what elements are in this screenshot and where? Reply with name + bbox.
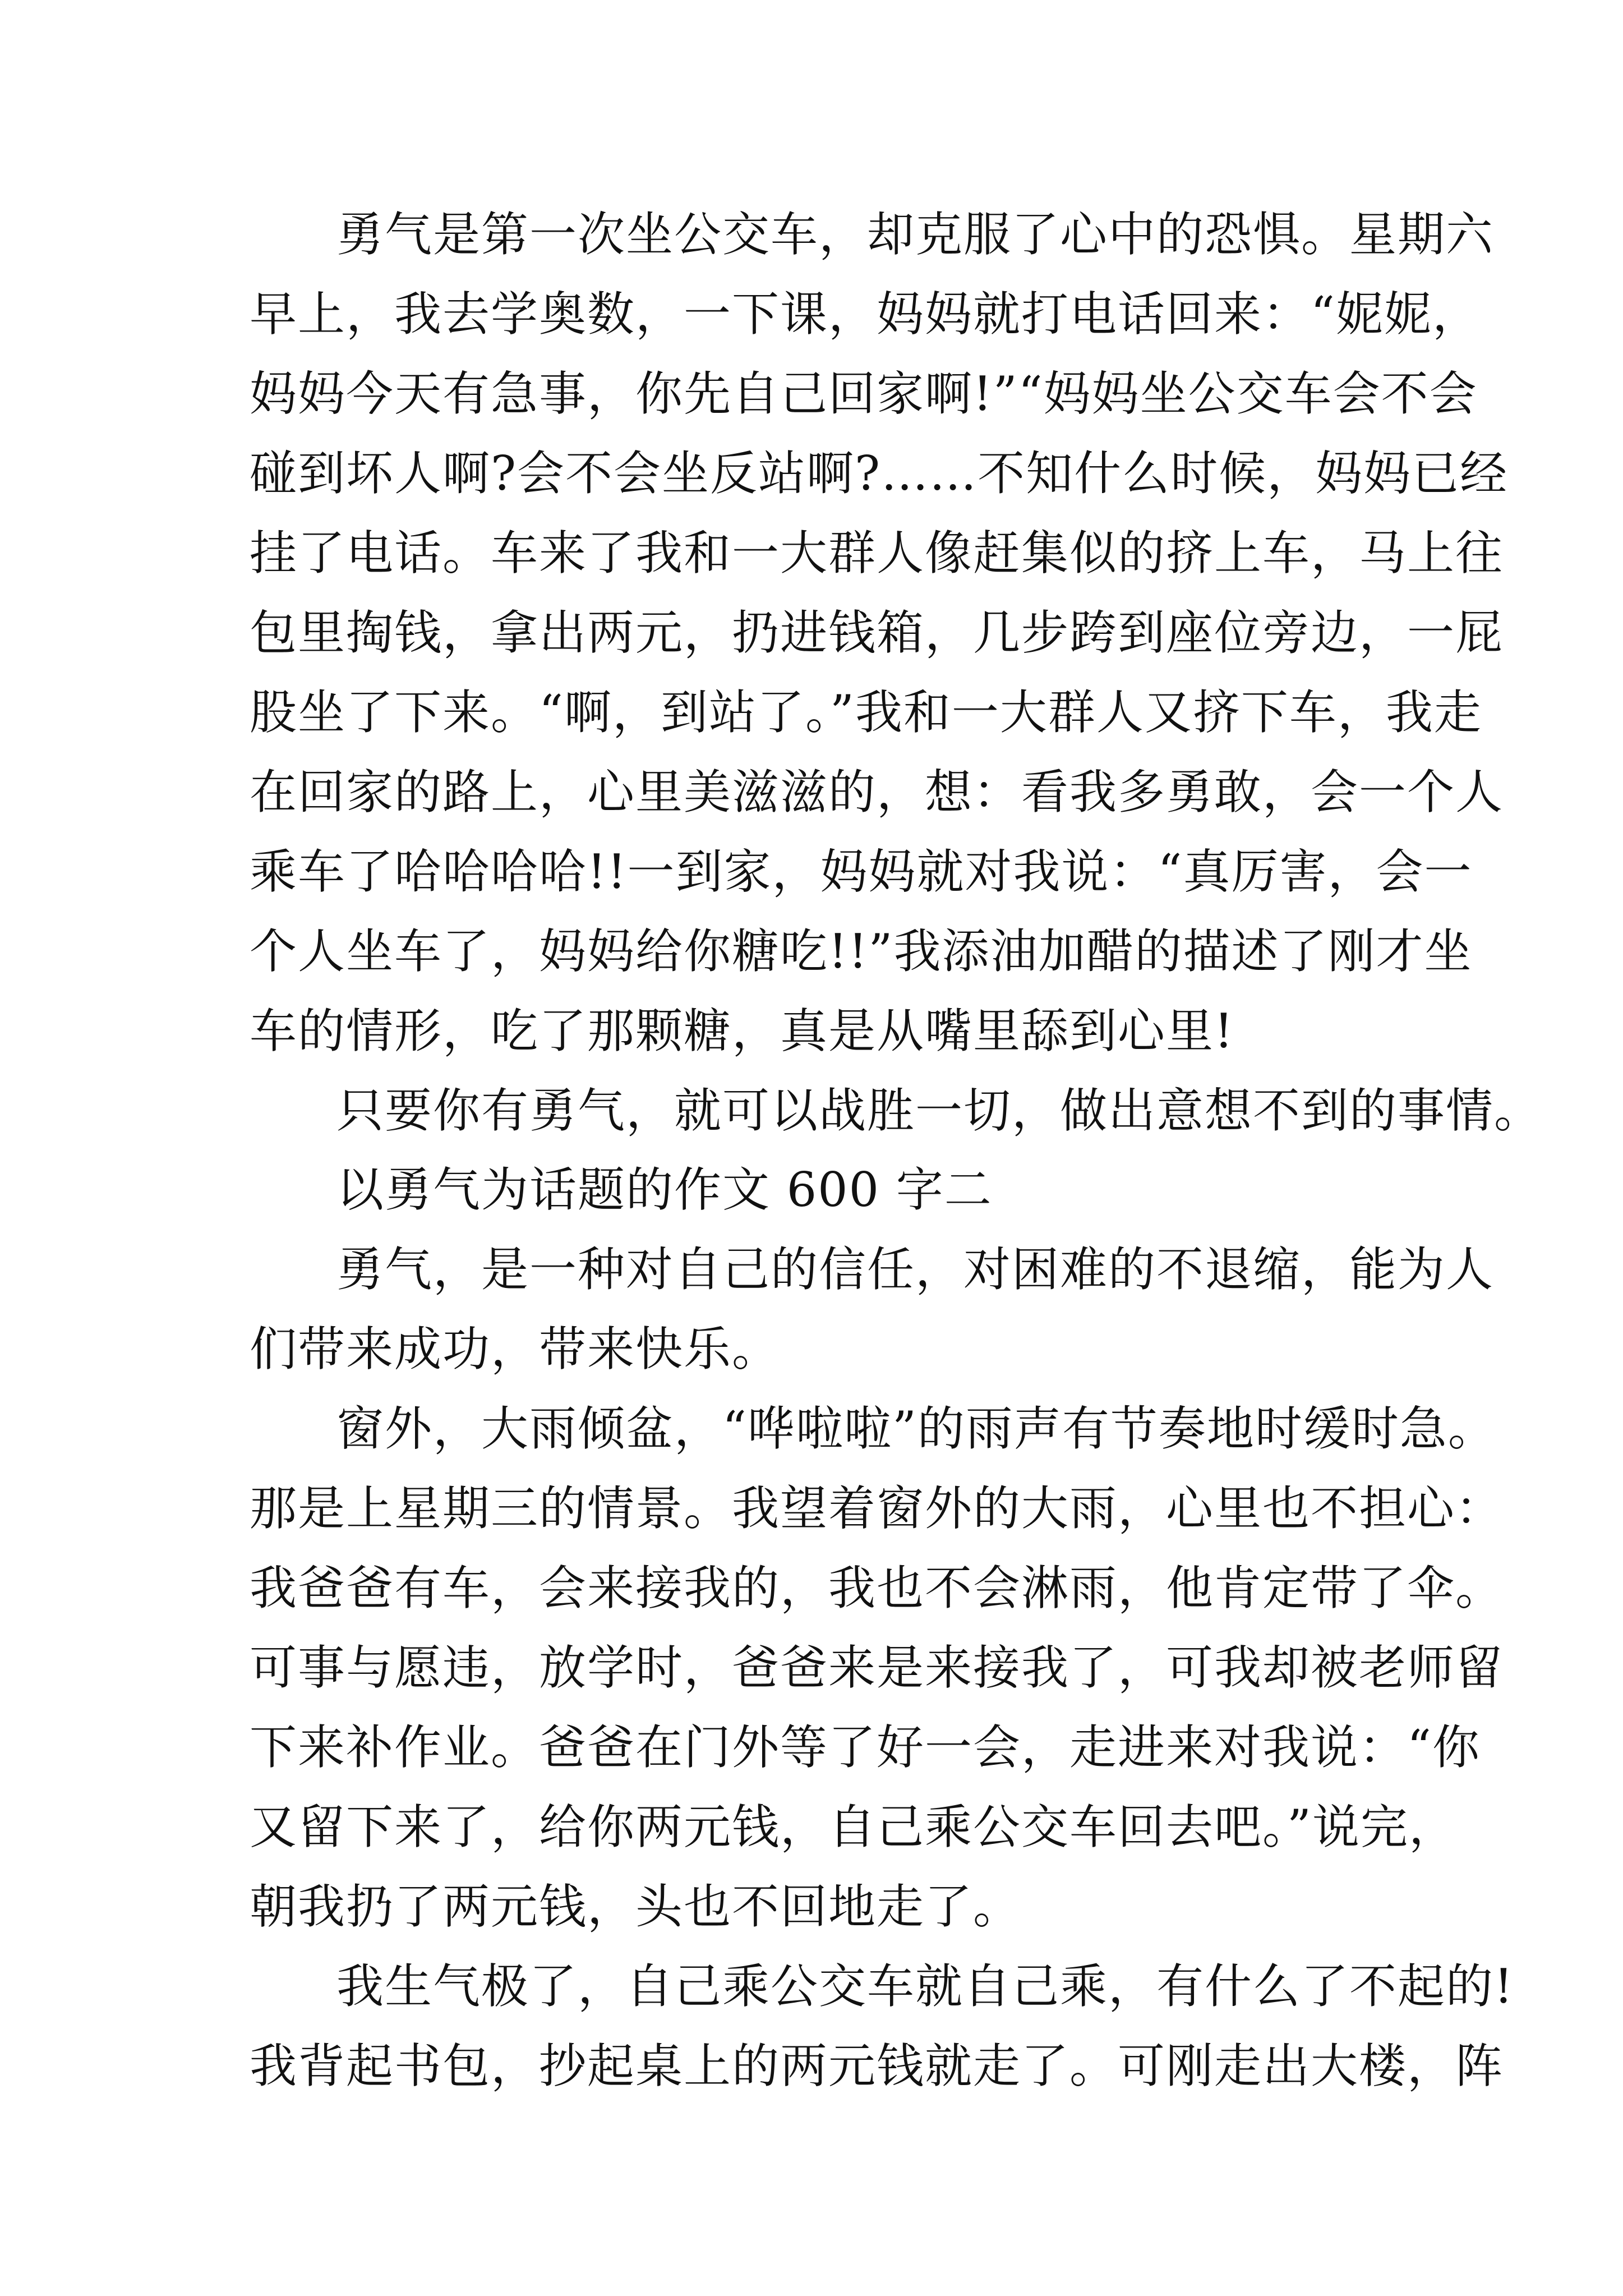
text-line: 那是上星期三的情景。我望着窗外的大雨，心里也不担心： bbox=[250, 1481, 1504, 1536]
text-line: 乘车了哈哈哈哈!!一到家，妈妈就对我说：“真厉害，会一 bbox=[250, 844, 1473, 899]
text-line: 勇气，是一种对自己的信任，对困难的不退缩，能为人 bbox=[336, 1242, 1495, 1297]
text-line: 包里掏钱，拿出两元，扔进钱箱，几步跨到座位旁边，一屁 bbox=[250, 605, 1504, 660]
text-line: 我背起书包，抄起桌上的两元钱就走了。可刚走出大楼，阵 bbox=[250, 2039, 1504, 2093]
text-line: 窗外，大雨倾盆，“哗啦啦”的雨声有节奏地时缓时急。 bbox=[336, 1401, 1496, 1456]
text-line: 挂了电话。车来了我和一大群人像赶集似的挤上车，马上往 bbox=[250, 526, 1504, 581]
text-line: 股坐了下来。“啊，到站了。”我和一大群人又挤下车，我走 bbox=[250, 685, 1482, 740]
text-line: 们带来成功，带来快乐。 bbox=[250, 1322, 781, 1377]
text-line: 个人坐车了，妈妈给你糖吃!!”我添油加醋的描述了刚才坐 bbox=[250, 924, 1473, 979]
text-line: 车的情形，吃了那颗糖，真是从嘴里舔到心里! bbox=[250, 1004, 1234, 1059]
section-heading: 以勇气为话题的作文 600 字二 bbox=[336, 1162, 993, 1217]
text-line: 下来补作业。爸爸在门外等了好一会，走进来对我说：“你 bbox=[250, 1720, 1481, 1775]
text-line: 我生气极了，自己乘公交车就自己乘，有什么了不起的! bbox=[336, 1959, 1514, 2014]
text-line: 碰到坏人啊?会不会坐反站啊?……不知什么时候，妈妈已经 bbox=[250, 446, 1509, 501]
text-line: 只要你有勇气，就可以战胜一切，做出意想不到的事情。 bbox=[336, 1083, 1543, 1138]
text-line: 勇气是第一次坐公交车，却克服了心中的恐惧。星期六 bbox=[336, 207, 1495, 262]
text-line: 朝我扔了两元钱，头也不回地走了。 bbox=[250, 1879, 1022, 1934]
text-line: 我爸爸有车，会来接我的，我也不会淋雨，他肯定带了伞。 bbox=[250, 1561, 1504, 1616]
text-line: 又留下来了，给你两元钱，自己乘公交车回去吧。”说完， bbox=[250, 1800, 1457, 1855]
text-line: 妈妈今天有急事，你先自己回家啊!”“妈妈坐公交车会不会 bbox=[250, 366, 1478, 421]
text-line: 可事与愿违，放学时，爸爸来是来接我了，可我却被老师留 bbox=[250, 1640, 1504, 1695]
text-line: 早上，我去学奥数，一下课，妈妈就打电话回来：“妮妮， bbox=[250, 287, 1481, 342]
text-line: 在回家的路上，心里美滋滋的，想：看我多勇敢，会一个人 bbox=[250, 765, 1504, 820]
